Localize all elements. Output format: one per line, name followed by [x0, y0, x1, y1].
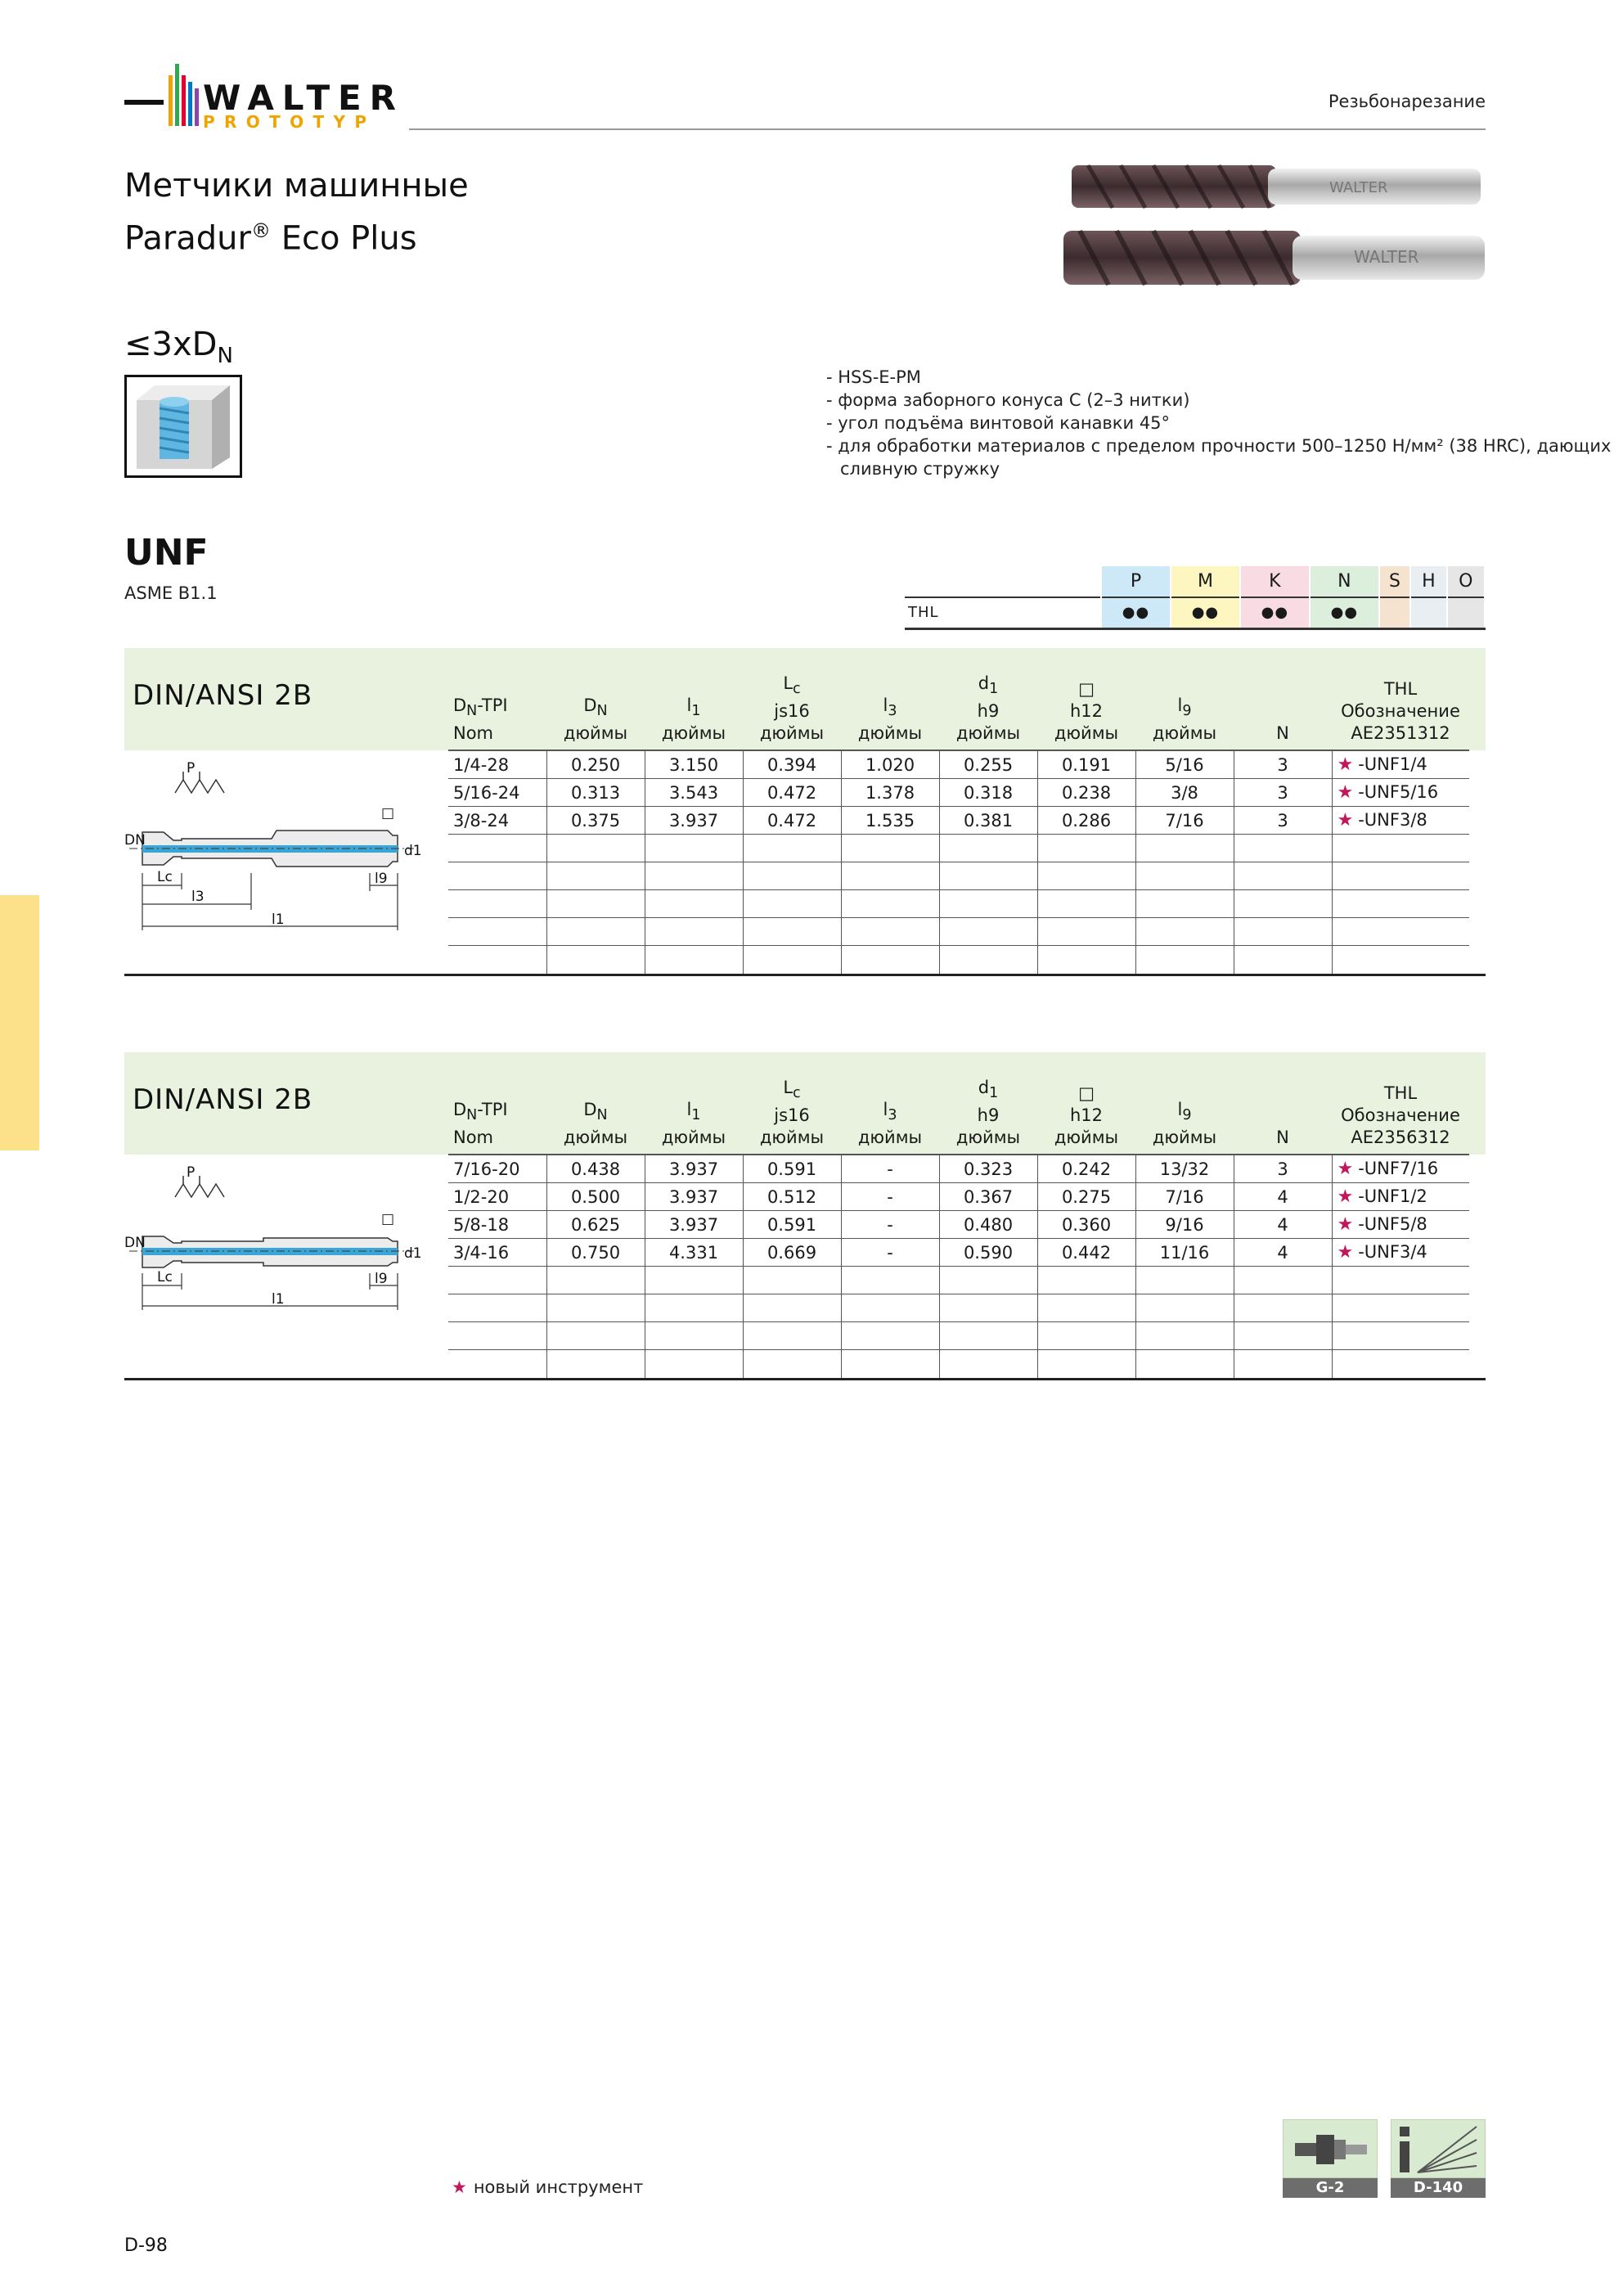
table-row: [448, 779, 1469, 807]
cell-lc: [743, 1267, 841, 1294]
cell-l1: [645, 918, 743, 946]
table-row: [448, 946, 1469, 974]
new-tool-star-icon: ★: [452, 2177, 467, 2197]
col-header-l3: $l_3$ дюймы: [857, 695, 923, 743]
cell-square: [1037, 890, 1135, 918]
dim-label-square: □: [381, 805, 395, 822]
page-title: [124, 164, 469, 261]
cell-l9: 13/32: [1135, 1155, 1234, 1183]
cell-designation: ★ -UNF1/4: [1332, 750, 1469, 779]
cell-tpi: 3/8-24: [448, 807, 546, 835]
material-group-n: N: [1310, 566, 1379, 597]
dim-label-l3: l3: [191, 889, 205, 905]
cell-designation: ★ -UNF5/8: [1332, 1211, 1469, 1239]
cell-designation: [1332, 918, 1469, 946]
cell-l3: 1.378: [841, 779, 939, 807]
dim-label-lc: Lc: [157, 1269, 173, 1285]
cell-l9: 5/16: [1135, 750, 1234, 779]
cell-dn: 0.500: [546, 1183, 645, 1211]
product-block-title: DIN/ANSI 2B: [133, 1083, 313, 1116]
section-label: Резьбонарезание: [1328, 92, 1486, 111]
feature-item: - HSS-E-PM: [826, 367, 921, 387]
new-tool-star-icon: ★: [1337, 782, 1354, 803]
dim-label-l1: l1: [272, 1291, 285, 1308]
cell-d1: [939, 835, 1037, 862]
cell-n: [1234, 1267, 1332, 1294]
cell-designation: [1332, 1350, 1469, 1378]
new-tool-star-icon: ★: [1337, 1214, 1354, 1235]
cell-lc: 0.472: [743, 779, 841, 807]
cell-d1: 0.323: [939, 1155, 1037, 1183]
suitability-k: ●●: [1240, 597, 1310, 628]
col-header-d1: $d_1$ h9 дюймы: [955, 673, 1021, 743]
cell-n: [1234, 1350, 1332, 1378]
cell-l3: [841, 890, 939, 918]
col-header-dn: $D_N$ дюймы: [563, 695, 628, 743]
cell-d1: [939, 862, 1037, 890]
ref-link-g2[interactable]: [1283, 2119, 1378, 2198]
cell-n: 4: [1234, 1239, 1332, 1267]
cell-l1: 3.150: [645, 750, 743, 779]
dim-label-dn: DN: [124, 1235, 146, 1251]
cell-d1: 0.367: [939, 1183, 1037, 1211]
cell-square: [1037, 1267, 1135, 1294]
table-row: [448, 1211, 1469, 1239]
cell-square: [1037, 1350, 1135, 1378]
cell-designation: ★ -UNF5/16: [1332, 779, 1469, 807]
table-row: [448, 1183, 1469, 1211]
chapter-side-tab: [0, 895, 39, 1150]
footnote: ★ новый инструмент: [452, 2177, 644, 2197]
tool-holder-icon: [1283, 2119, 1378, 2178]
cell-lc: 0.591: [743, 1155, 841, 1183]
cell-d1: 0.255: [939, 750, 1037, 779]
suitability-p: ●●: [1101, 597, 1171, 628]
table-row: [448, 918, 1469, 946]
cell-dn: 0.438: [546, 1155, 645, 1183]
cell-l3: [841, 1350, 939, 1378]
dim-label-l9: l9: [375, 871, 388, 887]
cell-dn: 0.375: [546, 807, 645, 835]
cell-l1: 4.331: [645, 1239, 743, 1267]
table-row: [448, 1294, 1469, 1322]
cell-l3: -: [841, 1183, 939, 1211]
cell-square: [1037, 918, 1135, 946]
suitability-m: ●●: [1171, 597, 1240, 628]
new-tool-star-icon: ★: [1337, 1186, 1354, 1207]
cell-d1: 0.318: [939, 779, 1037, 807]
cell-l1: [645, 890, 743, 918]
cell-l3: [841, 835, 939, 862]
cell-d1: [939, 890, 1037, 918]
cell-n: [1234, 835, 1332, 862]
table-row: [448, 1267, 1469, 1294]
table-bottom-rule: [124, 1378, 1486, 1380]
cell-l9: [1135, 1294, 1234, 1322]
new-tool-star-icon: ★: [1337, 810, 1354, 831]
table-row: [448, 807, 1469, 835]
cell-d1: 0.590: [939, 1239, 1037, 1267]
cell-l1: [645, 1350, 743, 1378]
cell-n: 4: [1234, 1211, 1332, 1239]
cell-designation: [1332, 1267, 1469, 1294]
cell-lc: [743, 1322, 841, 1350]
cell-tpi: 5/8-18: [448, 1211, 546, 1239]
cell-tpi: [448, 1267, 546, 1294]
cell-l3: -: [841, 1211, 939, 1239]
cell-l9: [1135, 862, 1234, 890]
cell-tpi: 7/16-20: [448, 1155, 546, 1183]
col-header-l9: $l_9$ дюймы: [1152, 695, 1217, 743]
col-header-square: □ h12 дюймы: [1054, 1083, 1119, 1147]
table-row: [448, 1155, 1469, 1183]
dim-label-dn: DN: [124, 832, 146, 849]
dim-label-p: P: [187, 760, 196, 777]
cell-l9: [1135, 946, 1234, 974]
product-table: [448, 1052, 1469, 1378]
col-header-square: □ h12 дюймы: [1054, 679, 1119, 743]
cell-l3: [841, 1267, 939, 1294]
cell-l9: [1135, 890, 1234, 918]
col-header-n: N: [1276, 1128, 1289, 1147]
cell-square: [1037, 1322, 1135, 1350]
cell-n: 4: [1234, 1183, 1332, 1211]
cell-l1: [645, 1294, 743, 1322]
cell-l1: [645, 1322, 743, 1350]
feature-item: - для обработки материалов с пределом прочности 500–1250 Н/мм² (38 HRC), дающих сливную стружку: [826, 436, 1612, 479]
product-table: [448, 648, 1469, 974]
suitability-h: [1410, 597, 1446, 628]
material-group-h: H: [1410, 566, 1446, 597]
cell-n: 3: [1234, 779, 1332, 807]
cell-tpi: 3/4-16: [448, 1239, 546, 1267]
cell-l3: -: [841, 1239, 939, 1267]
walter-prototyp-logo: [124, 57, 402, 131]
cell-lc: 0.472: [743, 807, 841, 835]
cell-d1: 0.480: [939, 1211, 1037, 1239]
cell-l1: [645, 835, 743, 862]
cell-designation: ★ -UNF7/16: [1332, 1155, 1469, 1183]
cell-dn: 0.250: [546, 750, 645, 779]
col-header-l9: $l_9$ дюймы: [1152, 1099, 1217, 1147]
suitability-s: [1379, 597, 1410, 628]
cell-lc: 0.591: [743, 1211, 841, 1239]
cell-lc: 0.512: [743, 1183, 841, 1211]
table-row: [448, 835, 1469, 862]
col-header-l1: $l_1$ дюймы: [661, 1099, 726, 1147]
cell-tpi: [448, 946, 546, 974]
tap-dimension-drawing: [124, 750, 447, 942]
cell-designation: [1332, 1322, 1469, 1350]
col-header-l1: $l_1$ дюймы: [661, 695, 726, 743]
cell-designation: [1332, 946, 1469, 974]
cell-d1: [939, 1350, 1037, 1378]
cell-l1: 3.937: [645, 1155, 743, 1183]
cell-l9: [1135, 1267, 1234, 1294]
feature-item: - угол подъёма винтовой канавки 45°: [826, 413, 1171, 433]
cell-d1: [939, 1267, 1037, 1294]
cell-tpi: [448, 862, 546, 890]
ref-label: D-140: [1391, 2178, 1486, 2198]
cell-l9: [1135, 1322, 1234, 1350]
cell-dn: [546, 890, 645, 918]
thread-standard-title: UNF: [124, 532, 209, 574]
cell-tpi: [448, 918, 546, 946]
cell-dn: [546, 1322, 645, 1350]
cell-l1: 3.937: [645, 1183, 743, 1211]
cell-dn: 0.313: [546, 779, 645, 807]
new-tool-star-icon: ★: [1337, 754, 1354, 775]
cell-n: [1234, 918, 1332, 946]
cell-square: 0.191: [1037, 750, 1135, 779]
tap-product-photo: [1063, 155, 1489, 295]
cell-l1: 3.543: [645, 779, 743, 807]
cell-l9: 7/16: [1135, 1183, 1234, 1211]
cell-lc: [743, 890, 841, 918]
material-group-m: M: [1171, 566, 1240, 597]
depth-label: $\le 3xD_N$: [124, 326, 233, 368]
cell-n: [1234, 862, 1332, 890]
cell-n: [1234, 946, 1332, 974]
cell-tpi: [448, 1322, 546, 1350]
cell-square: 0.442: [1037, 1239, 1135, 1267]
cell-n: 3: [1234, 807, 1332, 835]
cell-dn: 0.625: [546, 1211, 645, 1239]
cell-l9: [1135, 835, 1234, 862]
col-header-d1: $d_1$ h9 дюймы: [955, 1077, 1021, 1147]
cell-square: [1037, 946, 1135, 974]
cell-designation: [1332, 890, 1469, 918]
cell-square: [1037, 862, 1135, 890]
col-header-dn-tpi: $D_N$-TPI Nom: [453, 695, 508, 743]
cell-tpi: [448, 1350, 546, 1378]
col-header-l3: $l_3$ дюймы: [857, 1099, 923, 1147]
cell-n: 3: [1234, 750, 1332, 779]
cell-lc: [743, 1294, 841, 1322]
cell-n: [1234, 890, 1332, 918]
cell-l3: [841, 946, 939, 974]
suitability-n: ●●: [1310, 597, 1379, 628]
col-header-designation: THL Обозначение AE2351312: [1341, 679, 1460, 743]
cell-square: 0.242: [1037, 1155, 1135, 1183]
col-header-lc: $L_c$ js16 дюймы: [759, 673, 825, 743]
dim-label-l1: l1: [272, 912, 285, 928]
shank-engraving: WALTER: [1354, 247, 1419, 267]
feature-item: - форма заборного конуса С (2–3 нитки): [826, 390, 1190, 410]
cell-n: [1234, 1294, 1332, 1322]
cell-designation: ★ -UNF3/8: [1332, 807, 1469, 835]
cell-l1: [645, 1267, 743, 1294]
header-divider: [409, 128, 1486, 130]
cell-tpi: 1/2-20: [448, 1183, 546, 1211]
cell-designation: [1332, 1294, 1469, 1322]
col-header-dn: $D_N$ дюймы: [563, 1099, 628, 1147]
shank-engraving: WALTER: [1329, 179, 1388, 196]
cell-square: 0.275: [1037, 1183, 1135, 1211]
cell-l3: -: [841, 1155, 939, 1183]
cell-dn: 0.750: [546, 1239, 645, 1267]
table-row: [448, 1350, 1469, 1378]
cell-lc: [743, 862, 841, 890]
feature-list: [826, 366, 1623, 480]
cell-dn: [546, 1294, 645, 1322]
cell-n: [1234, 1322, 1332, 1350]
dim-label-lc: Lc: [157, 869, 173, 885]
material-group-p: P: [1101, 566, 1171, 597]
cell-l3: [841, 1322, 939, 1350]
cell-dn: [546, 862, 645, 890]
ref-label: G-2: [1283, 2178, 1378, 2198]
cell-tpi: [448, 1294, 546, 1322]
cell-l9: 3/8: [1135, 779, 1234, 807]
table-bottom-rule: [124, 974, 1486, 976]
tap-dimension-drawing: [124, 1155, 447, 1321]
cell-square: 0.360: [1037, 1211, 1135, 1239]
title-line-2: Paradur® Eco Plus: [124, 219, 417, 258]
cell-l1: [645, 862, 743, 890]
cell-l9: 9/16: [1135, 1211, 1234, 1239]
col-header-dn-tpi: $D_N$-TPI Nom: [453, 1099, 508, 1147]
table-row: [448, 1239, 1469, 1267]
cell-tpi: 1/4-28: [448, 750, 546, 779]
col-header-designation: THL Обозначение AE2356312: [1341, 1083, 1460, 1147]
cell-lc: [743, 918, 841, 946]
title-line-1: Метчики машинные: [124, 167, 469, 205]
logo-wordmark: WALTER: [203, 78, 396, 118]
cell-d1: [939, 946, 1037, 974]
table-row: [448, 862, 1469, 890]
threaded-hole-icon: [124, 375, 242, 478]
col-header-n: N: [1276, 723, 1289, 743]
cell-dn: [546, 946, 645, 974]
cell-d1: [939, 1294, 1037, 1322]
suitability-o: [1447, 597, 1485, 628]
cell-tpi: [448, 835, 546, 862]
material-suitability-table: [905, 566, 1486, 630]
thread-standard-spec: ASME B1.1: [124, 583, 218, 603]
ref-link-d140[interactable]: [1391, 2119, 1486, 2198]
cell-square: [1037, 835, 1135, 862]
cell-tpi: 5/16-24: [448, 779, 546, 807]
page-number: D-98: [124, 2235, 168, 2256]
material-row-label: THL: [905, 597, 1101, 628]
logo-submark: PROTOTYP: [203, 112, 366, 131]
cell-l3: [841, 862, 939, 890]
cell-square: 0.286: [1037, 807, 1135, 835]
cell-square: 0.238: [1037, 779, 1135, 807]
cell-lc: 0.669: [743, 1239, 841, 1267]
new-tool-star-icon: ★: [1337, 1242, 1354, 1263]
cell-square: [1037, 1294, 1135, 1322]
cell-d1: [939, 918, 1037, 946]
col-header-lc: $L_c$ js16 дюймы: [759, 1077, 825, 1147]
cell-lc: [743, 835, 841, 862]
material-group-s: S: [1379, 566, 1410, 597]
cell-l1: 3.937: [645, 807, 743, 835]
dim-label-square: □: [381, 1211, 395, 1227]
cell-n: 3: [1234, 1155, 1332, 1183]
material-group-o: O: [1447, 566, 1485, 597]
dim-label-d1: d1: [404, 843, 422, 859]
cell-lc: [743, 1350, 841, 1378]
dim-label-d1: d1: [404, 1245, 422, 1262]
cell-dn: [546, 1267, 645, 1294]
table-row: [448, 750, 1469, 779]
cell-l3: 1.020: [841, 750, 939, 779]
cell-l9: [1135, 1350, 1234, 1378]
cell-designation: ★ -UNF1/2: [1332, 1183, 1469, 1211]
table-row: [448, 1322, 1469, 1350]
cell-l9: [1135, 918, 1234, 946]
cell-dn: [546, 1350, 645, 1378]
cell-l3: [841, 918, 939, 946]
cell-dn: [546, 918, 645, 946]
cell-l1: 3.937: [645, 1211, 743, 1239]
cell-l3: 1.535: [841, 807, 939, 835]
cell-l9: 7/16: [1135, 807, 1234, 835]
cell-d1: 0.381: [939, 807, 1037, 835]
info-chart-icon: [1391, 2119, 1486, 2178]
material-group-k: K: [1240, 566, 1310, 597]
cell-dn: [546, 835, 645, 862]
cell-l3: [841, 1294, 939, 1322]
cell-lc: 0.394: [743, 750, 841, 779]
cell-lc: [743, 946, 841, 974]
new-tool-star-icon: ★: [1337, 1159, 1354, 1179]
product-block-title: DIN/ANSI 2B: [133, 679, 313, 712]
dim-label-p: P: [187, 1164, 196, 1181]
cell-d1: [939, 1322, 1037, 1350]
table-row: [448, 890, 1469, 918]
cell-tpi: [448, 890, 546, 918]
cell-l9: 11/16: [1135, 1239, 1234, 1267]
cell-l1: [645, 946, 743, 974]
cell-designation: [1332, 862, 1469, 890]
cell-designation: ★ -UNF3/4: [1332, 1239, 1469, 1267]
dim-label-l9: l9: [375, 1271, 388, 1287]
cell-designation: [1332, 835, 1469, 862]
